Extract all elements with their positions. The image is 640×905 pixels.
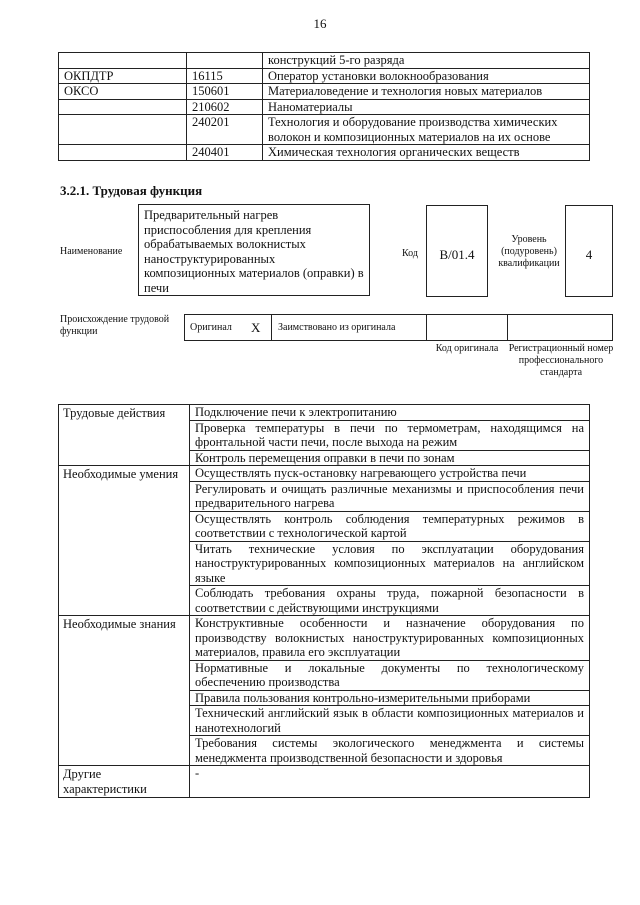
original-mark: X — [251, 320, 261, 335]
codes-cell-code — [187, 53, 263, 69]
borrowed-cell — [271, 314, 427, 341]
codes-cell-system — [59, 145, 187, 161]
codes-cell-code: 210602 — [187, 99, 263, 115]
codes-cell-name: Химическая технология органических веществ — [263, 145, 590, 161]
code-original-cell — [426, 314, 508, 341]
table-row — [59, 405, 590, 421]
section-item: - — [190, 766, 590, 798]
name-label: Наименование — [60, 246, 123, 257]
section-item: Конструктивные особенности и назначение оборудования по производству волокнистых наноструктурированных композиционных материалов, правила его эксплуатации — [190, 616, 590, 661]
section-item: Нормативные и локальные документы по технологическому обеспечению производства — [190, 660, 590, 690]
borrowed-label: Заимствовано из оригинала — [278, 322, 396, 333]
codes-cell-system — [59, 99, 187, 115]
codes-cell-name: конструкций 5-го разряда — [263, 53, 590, 69]
section-item: Регулировать и очищать различные механизмы и приспособления печи предварительного нагрева — [190, 481, 590, 511]
codes-cell-name: Оператор установки волокнообразования — [263, 68, 590, 84]
origin-label: Происхождение трудовой функции — [60, 314, 170, 337]
section-item: Требования системы экологического менеджмента и системы менеджмента производственной безопасности и здоровья — [190, 736, 590, 766]
codes-cell-name: Технология и оборудование производства химических волокон и композиционных материалов на их основе — [263, 115, 590, 145]
table-row — [59, 616, 590, 661]
codes-cell-name: Наноматериалы — [263, 99, 590, 115]
section-label: Необходимые знания — [59, 616, 190, 766]
code-label: Код — [402, 248, 418, 259]
function-code: B/01.4 — [439, 247, 475, 262]
table-row — [59, 68, 590, 84]
section-item: Подключение печи к электропитанию — [190, 405, 590, 421]
section-item: Соблюдать требования охраны труда, пожарной безопасности в соответствии с действующими инструкциями — [190, 586, 590, 616]
table-row — [59, 766, 590, 798]
section-label: Необходимые умения — [59, 466, 190, 616]
codes-cell-system — [59, 53, 187, 69]
codes-cell-system: ОКПДТР — [59, 68, 187, 84]
codes-table — [58, 52, 590, 161]
section-item: Осуществлять пуск-остановку нагревающего устройства печи — [190, 466, 590, 482]
details-table — [58, 404, 590, 798]
table-row — [59, 53, 590, 69]
original-cell — [184, 314, 272, 341]
section-item: Читать технические условия по эксплуатации оборудования наноструктурированных композиционных материалов на английском языке — [190, 541, 590, 586]
section-item: Правила пользования контрольно-измерительными приборами — [190, 690, 590, 706]
codes-cell-system: ОКСО — [59, 84, 187, 100]
codes-cell-code: 240201 — [187, 115, 263, 145]
table-row — [59, 145, 590, 161]
section-item: Контроль перемещения оправки в печи по зонам — [190, 450, 590, 466]
table-row — [59, 466, 590, 482]
section-item: Технический английский язык в области композиционных материалов и нанотехнологий — [190, 706, 590, 736]
reg-number-cell — [507, 314, 613, 341]
original-label: Оригинал — [190, 322, 232, 333]
section-item: Проверка температуры в печи по термометрам, находящимся на фронтальной части печи, после выхода на режим — [190, 420, 590, 450]
code-original-caption: Код оригинала — [435, 343, 499, 354]
codes-cell-name: Материаловедение и технология новых материалов — [263, 84, 590, 100]
table-row — [59, 99, 590, 115]
function-name-box — [138, 204, 370, 296]
table-row — [59, 84, 590, 100]
page-number: 16 — [313, 16, 327, 31]
level-label: Уровень (подуровень) квалификации — [498, 234, 560, 269]
qualification-level: 4 — [585, 247, 593, 262]
codes-cell-code: 240401 — [187, 145, 263, 161]
qualification-level-box — [565, 205, 613, 297]
reg-number-caption: Регистрационный номер профессионального стандарта — [508, 343, 614, 378]
codes-cell-code: 150601 — [187, 84, 263, 100]
codes-cell-system — [59, 115, 187, 145]
section-label: Трудовые действия — [59, 405, 190, 466]
section-label: Другие характеристики — [59, 766, 190, 798]
codes-cell-code: 16115 — [187, 68, 263, 84]
section-heading: 3.2.1. Трудовая функция — [60, 183, 203, 198]
section-item: Осуществлять контроль соблюдения температурных режимов в соответствии с технологической картой — [190, 511, 590, 541]
table-row — [59, 115, 590, 145]
function-name: Предварительный нагрев приспособления для крепления обрабатываемых волокнистых наноструктурированных композиционных материалов (оправки) в печи — [144, 208, 364, 295]
function-code-box — [426, 205, 488, 297]
